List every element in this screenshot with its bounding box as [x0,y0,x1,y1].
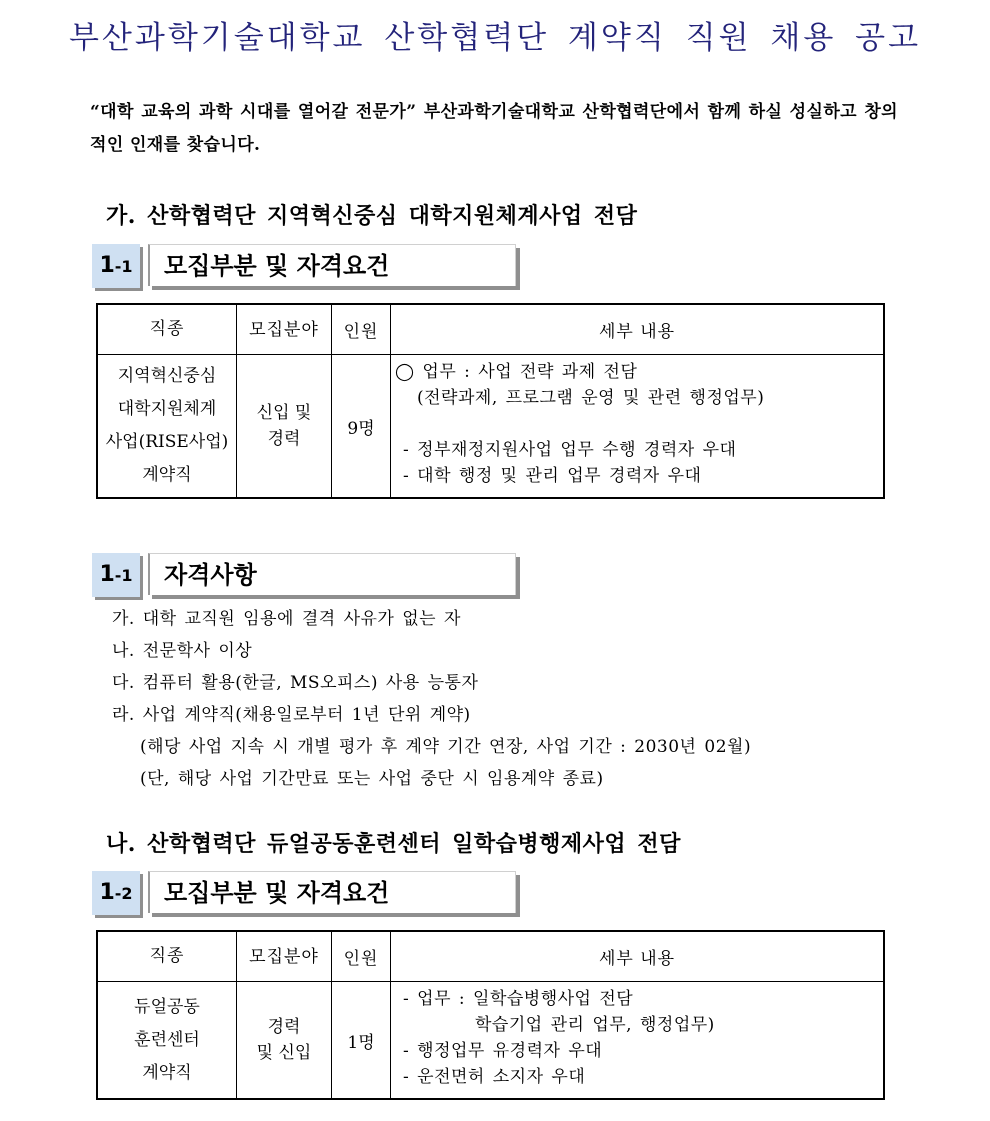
recruit-header-b [92,871,522,917]
list-item: 라. 사업 계약직(채용일로부터 1년 단위 계약) [112,705,471,725]
recruit-table-b [96,930,885,1100]
qualification-list [112,603,751,795]
recruit-header-label: 모집부분 및 자격요건 [148,871,516,913]
section-b-title: 나. 산학협력단 듀얼공동훈련센터 일학습병행제사업 전담 [106,831,681,857]
list-note: (해당 사업 지속 시 개별 평가 후 계약 기간 연장, 사업 기간 : 2030년 02월) [140,737,752,757]
qualification-header [92,553,522,599]
section-number-badge: 1-1 [92,244,140,288]
table-header-row [97,931,884,982]
header-job: 직종 [97,931,237,982]
field-cell: 신입 및 경력 [237,355,332,499]
section-number-badge: 1-1 [92,553,140,597]
details-cell: ◯ 업무 : 사업 전략 과제 전담 (전략과제, 프로그램 운영 및 관련 행정업무) - 정부재정지원사업 업무 수행 경력자 우대 - 대학 행정 및 관리 업무 경력자 우대 [391,355,885,499]
details-cell: - 업무 : 일학습병행사업 전담 학습기업 관리 업무, 행정업무) - 행정업무 유경력자 우대 - 운전면허 소지자 우대 [391,982,885,1100]
job-cell: 지역혁신중심 대학지원체계 사업(RISE사업) 계약직 [97,355,237,499]
page-title: 부산과학기술대학교 산학협력단 계약직 직원 채용 공고 [68,20,922,56]
header-details: 세부 내용 [391,304,885,355]
section-a-title: 가. 산학협력단 지역혁신중심 대학지원체계사업 전담 [106,203,638,229]
recruit-header-a [92,244,522,290]
table-row [97,982,884,1100]
list-item: 다. 컴퓨터 활용(한글, MS오피스) 사용 능통자 [112,673,479,693]
section-number-badge: 1-2 [92,871,140,915]
list-item: 나. 전문학사 이상 [112,641,253,661]
qualification-header-label: 자격사항 [148,553,516,595]
header-field: 모집분야 [237,304,332,355]
header-count: 인원 [332,304,391,355]
table-header-row [97,304,884,355]
header-job: 직종 [97,304,237,355]
table-row [97,355,884,499]
header-details: 세부 내용 [391,931,885,982]
header-count: 인원 [332,931,391,982]
header-field: 모집분야 [237,931,332,982]
count-cell: 9명 [332,355,391,499]
job-cell: 듀얼공동 훈련센터 계약직 [97,982,237,1100]
intro-paragraph: “대학 교육의 과학 시대를 열어갈 전문가” 부산과학기술대학교 산학협력단에서 함께 하실 성실하고 창의적인 인재를 찾습니다. [90,102,898,155]
recruit-table-a [96,303,885,499]
list-note: (단, 해당 사업 기간만료 또는 사업 중단 시 임용계약 종료) [140,769,604,789]
field-cell: 경력 및 신입 [237,982,332,1100]
list-item: 가. 대학 교직원 임용에 결격 사유가 없는 자 [112,609,461,629]
count-cell: 1명 [332,982,391,1100]
recruit-header-label: 모집부분 및 자격요건 [148,244,516,286]
